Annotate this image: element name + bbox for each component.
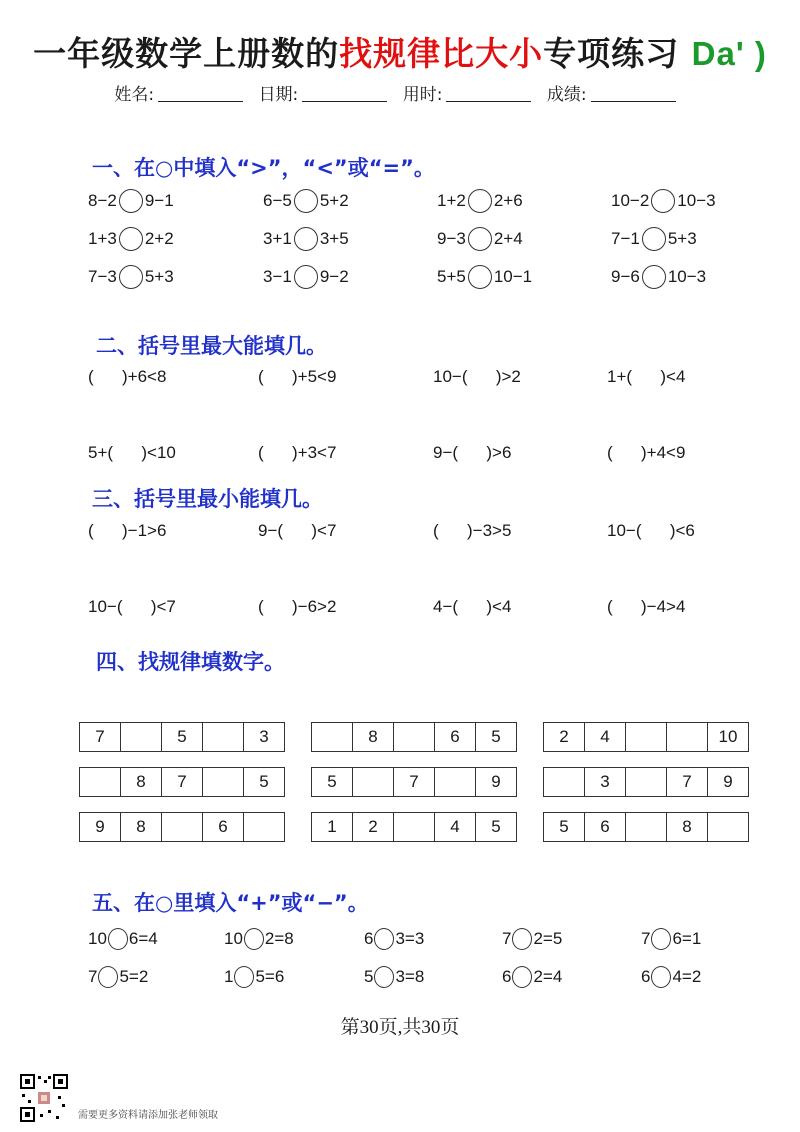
- fill-row: [88, 362, 788, 392]
- number-box: 7: [162, 768, 203, 796]
- section4-heading: 四、找规律填数字。: [96, 650, 285, 674]
- title-text-2: 专项练习: [543, 34, 680, 73]
- fill-item[interactable]: 4−( )<4: [433, 597, 512, 616]
- operand: 10: [224, 929, 243, 948]
- compare-item: [88, 224, 174, 254]
- compare-item: [611, 262, 706, 292]
- sequence-group: [543, 812, 749, 842]
- fill-row: [88, 592, 788, 622]
- left-expression: 1+3: [88, 229, 117, 248]
- right-expression: 2+4: [493, 229, 523, 248]
- sequence-group: [311, 812, 517, 842]
- number-box: 4: [585, 723, 626, 751]
- number-box: 8: [353, 723, 394, 751]
- compare-row: [88, 224, 788, 254]
- section1-heading: 一、在○中填入“>”，“<”或“=”。: [92, 156, 435, 180]
- number-box: 8: [667, 813, 708, 841]
- operator-item: [641, 962, 701, 992]
- left-expression: 1+2: [437, 191, 466, 210]
- compare-item: [437, 224, 523, 254]
- number-box: 5: [162, 723, 203, 751]
- number-box: 3: [585, 768, 626, 796]
- answer-circle[interactable]: [468, 227, 492, 251]
- right-expression: 5+2: [319, 191, 349, 210]
- section5-heading: 五、在○里填入“+”或“−”。: [92, 891, 369, 915]
- answer-circle[interactable]: [294, 227, 318, 251]
- operator-circle[interactable]: [512, 928, 532, 950]
- operator-row: [88, 924, 788, 954]
- operator-circle[interactable]: [108, 928, 128, 950]
- answer-circle[interactable]: [642, 265, 666, 289]
- blank-box[interactable]: [162, 813, 203, 841]
- number-box: 3: [259, 727, 269, 746]
- operand: 7: [88, 967, 98, 986]
- answer-circle[interactable]: [119, 227, 143, 251]
- blank-box[interactable]: [626, 813, 667, 841]
- operator-circle[interactable]: [244, 928, 264, 950]
- operator-circle[interactable]: [374, 928, 394, 950]
- left-expression: 7−3: [88, 267, 117, 286]
- compare-item: [611, 186, 716, 216]
- title-day: Da' ): [691, 35, 767, 72]
- left-expression: 10−2: [611, 191, 650, 210]
- equation-rest: 2=8: [264, 929, 294, 948]
- operator-item: [364, 924, 424, 954]
- blank-box[interactable]: [394, 813, 435, 841]
- blank-box[interactable]: [353, 768, 394, 796]
- answer-circle[interactable]: [294, 265, 318, 289]
- fill-row: [88, 438, 788, 468]
- date-label: 日期:: [258, 85, 299, 105]
- fill-item[interactable]: 9−( )<7: [258, 521, 337, 540]
- operator-item: [502, 924, 562, 954]
- number-box: 8: [121, 813, 162, 841]
- fill-item[interactable]: ( )+4<9: [607, 443, 686, 462]
- fill-item[interactable]: ( )−6>2: [258, 597, 337, 616]
- right-expression: 5+3: [667, 229, 697, 248]
- right-expression: 10−1: [493, 267, 533, 286]
- equation-rest: 6=4: [128, 929, 158, 948]
- operand: 1: [224, 967, 234, 986]
- blank-box[interactable]: [394, 723, 435, 751]
- blank-box[interactable]: [544, 768, 585, 796]
- left-expression: 3+1: [263, 229, 292, 248]
- answer-circle[interactable]: [294, 189, 318, 213]
- number-box: 8: [121, 768, 162, 796]
- section3-heading: 三、括号里最小能填几。: [92, 487, 323, 511]
- blank-box[interactable]: [244, 813, 284, 841]
- right-expression: 3+5: [319, 229, 349, 248]
- fill-item[interactable]: ( )−1>6: [88, 521, 167, 540]
- left-expression: 6−5: [263, 191, 292, 210]
- fill-item[interactable]: ( )−3>5: [433, 521, 512, 540]
- time-label: 用时:: [402, 85, 443, 105]
- operand: 5: [364, 967, 374, 986]
- answer-circle[interactable]: [468, 265, 492, 289]
- fill-item[interactable]: ( )+3<7: [258, 443, 337, 462]
- operand: 7: [641, 929, 651, 948]
- name-label: 姓名:: [114, 85, 155, 105]
- equation-rest: 6=1: [672, 929, 702, 948]
- blank-box[interactable]: [203, 768, 244, 796]
- operand: 6: [641, 967, 651, 986]
- equation-rest: 2=5: [533, 929, 563, 948]
- fill-item[interactable]: 10−( )<7: [88, 597, 176, 616]
- compare-row: [88, 262, 788, 292]
- operand: 10: [88, 929, 107, 948]
- answer-circle[interactable]: [119, 265, 143, 289]
- sequence-group: [79, 722, 285, 752]
- operator-item: [364, 962, 424, 992]
- operator-item: [88, 962, 148, 992]
- number-box: 1: [312, 813, 353, 841]
- operator-circle[interactable]: [374, 966, 394, 988]
- operator-item: [224, 962, 284, 992]
- blank-box[interactable]: [708, 813, 748, 841]
- equation-rest: 5=6: [255, 967, 285, 986]
- title-highlight: 找规律比大小: [339, 34, 544, 73]
- operator-item: [502, 962, 562, 992]
- number-box: 2: [353, 813, 394, 841]
- operator-circle[interactable]: [98, 966, 118, 988]
- compare-item: [437, 186, 523, 216]
- number-box: 7: [80, 723, 121, 751]
- blank-box[interactable]: [203, 723, 244, 751]
- left-expression: 5+5: [437, 267, 466, 286]
- answer-circle[interactable]: [468, 189, 492, 213]
- number-box: 5: [544, 813, 585, 841]
- operator-circle[interactable]: [234, 966, 254, 988]
- operand: 6: [364, 929, 374, 948]
- fill-item[interactable]: ( )+6<8: [88, 367, 167, 386]
- number-box: 4: [435, 813, 476, 841]
- operator-circle[interactable]: [651, 966, 671, 988]
- right-expression: 2+6: [493, 191, 523, 210]
- number-box: 5: [491, 727, 501, 746]
- page-title: [0, 28, 800, 75]
- right-expression: 10−3: [667, 267, 707, 286]
- compare-item: [263, 262, 349, 292]
- operator-item: [224, 924, 294, 954]
- page-number: 第30页,共30页: [340, 1017, 460, 1038]
- score-label: 成绩:: [546, 85, 587, 105]
- sequence-group: [311, 767, 517, 797]
- equation-rest: 3=3: [395, 929, 425, 948]
- blank-box[interactable]: [626, 768, 667, 796]
- number-box: 6: [203, 813, 244, 841]
- compare-item: [611, 224, 697, 254]
- blank-box[interactable]: [80, 768, 121, 796]
- left-expression: 3−1: [263, 267, 292, 286]
- compare-item: [263, 224, 349, 254]
- sequence-group: [79, 767, 285, 797]
- number-box: 5: [312, 768, 353, 796]
- fill-item[interactable]: 10−( )>2: [433, 367, 521, 386]
- sequence-group: [79, 812, 285, 842]
- fill-item[interactable]: 9−( )>6: [433, 443, 512, 462]
- compare-item: [263, 186, 349, 216]
- fill-item[interactable]: 1+( )<4: [607, 367, 686, 386]
- answer-circle[interactable]: [642, 227, 666, 251]
- date-blank[interactable]: [302, 85, 387, 102]
- fill-item[interactable]: 5+( )<10: [88, 443, 176, 462]
- operator-item: [641, 924, 701, 954]
- number-box: 5: [491, 817, 501, 836]
- section2-heading: 二、括号里最大能填几。: [96, 334, 327, 358]
- operand: 6: [502, 967, 512, 986]
- right-expression: 2+2: [144, 229, 174, 248]
- sequence-group: [543, 767, 749, 797]
- operator-item: [88, 924, 158, 954]
- left-expression: 9−6: [611, 267, 640, 286]
- fill-item[interactable]: ( )+5<9: [258, 367, 337, 386]
- right-expression: 9−2: [319, 267, 349, 286]
- operator-circle[interactable]: [512, 966, 532, 988]
- number-box: 10: [718, 727, 738, 746]
- sequence-group: [311, 722, 517, 752]
- blank-box[interactable]: [435, 768, 476, 796]
- score-blank[interactable]: [591, 85, 676, 102]
- left-expression: 7−1: [611, 229, 640, 248]
- compare-item: [88, 262, 174, 292]
- name-blank[interactable]: [158, 85, 243, 102]
- number-box: 9: [491, 772, 501, 791]
- number-box: 5: [259, 772, 269, 791]
- equation-rest: 4=2: [672, 967, 702, 986]
- blank-box[interactable]: [626, 723, 667, 751]
- number-box: 7: [667, 768, 708, 796]
- blank-box[interactable]: [121, 723, 162, 751]
- qr-note: 需要更多资料请添加张老师领取: [78, 1110, 218, 1121]
- equation-rest: 5=2: [119, 967, 149, 986]
- right-expression: 5+3: [144, 267, 174, 286]
- title-text: 一年级数学上册数的: [33, 34, 340, 73]
- sequence-group: [543, 722, 749, 752]
- blank-box[interactable]: [312, 723, 353, 751]
- number-box: 6: [435, 723, 476, 751]
- info-line: [0, 80, 800, 105]
- time-blank[interactable]: [446, 85, 531, 102]
- number-box: 7: [394, 768, 435, 796]
- number-box: 9: [80, 813, 121, 841]
- right-expression: 10−3: [677, 191, 716, 210]
- right-expression: 9−1: [144, 191, 174, 210]
- fill-item[interactable]: 10−( )<6: [607, 521, 695, 540]
- compare-item: [88, 186, 174, 216]
- number-box: 6: [585, 813, 626, 841]
- answer-circle[interactable]: [119, 189, 143, 213]
- fill-row: [88, 516, 788, 546]
- left-expression: 9−3: [437, 229, 466, 248]
- number-box: 9: [723, 772, 733, 791]
- compare-row: [88, 186, 788, 216]
- equation-rest: 2=4: [533, 967, 563, 986]
- compare-item: [437, 262, 532, 292]
- equation-rest: 3=8: [395, 967, 425, 986]
- left-expression: 8−2: [88, 191, 117, 210]
- number-box: 2: [544, 723, 585, 751]
- operator-row: [88, 962, 788, 992]
- answer-circle[interactable]: [651, 189, 675, 213]
- blank-box[interactable]: [667, 723, 708, 751]
- fill-item[interactable]: ( )−4>4: [607, 597, 686, 616]
- operator-circle[interactable]: [651, 928, 671, 950]
- qr-code-icon: [20, 1074, 68, 1122]
- operand: 7: [502, 929, 512, 948]
